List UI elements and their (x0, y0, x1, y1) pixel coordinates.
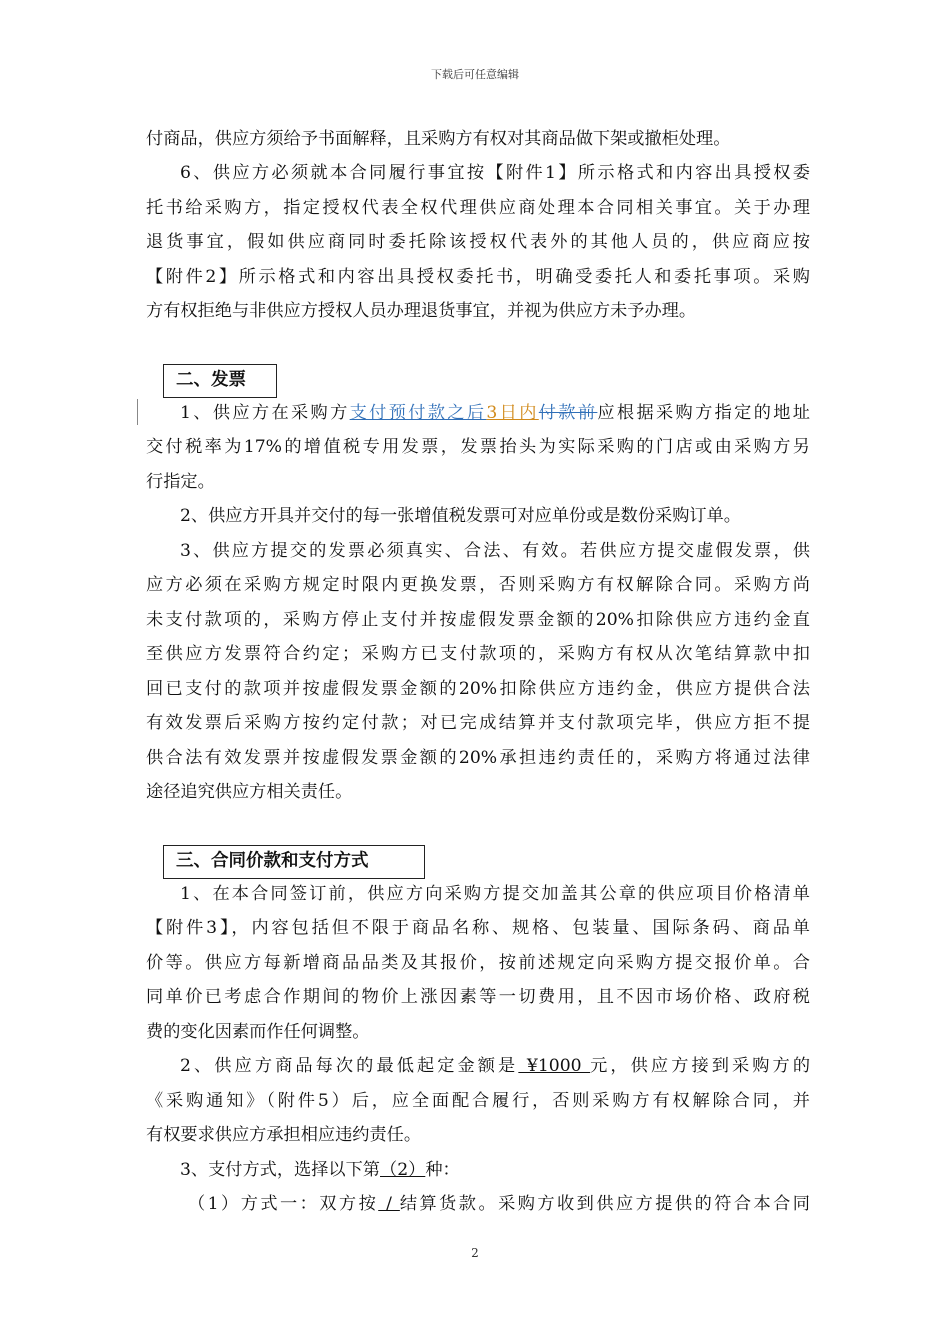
paragraph-line: 【附件2】所示格式和内容出具授权委托书，明确受委托人和委托事项。采购 (146, 267, 810, 287)
inserted-text: 支付预付款之后 (349, 403, 487, 423)
paragraph-line: 2、供应方开具并交付的每一张增值税发票可对应单份或是数份采购订单。 (180, 506, 741, 526)
paragraph-line: 【附件3】，内容包括但不限于商品名称、规格、包装量、国际条码、商品单 (146, 918, 810, 938)
page-number: 2 (471, 1246, 479, 1260)
paragraph-line (180, 402, 810, 424)
filled-amount: ¥1000 (518, 1056, 591, 1076)
deleted-text: 付款前 (538, 403, 598, 423)
paragraph-line: 至供应方发票符合约定；采购方已支付款项的，采购方有权从次笔结算款中扣 (146, 644, 810, 664)
paragraph-line: 《采购通知》（附件5）后，应全面配合履行，否则采购方有权解除合同，并 (146, 1091, 810, 1111)
paragraph-line: 方有权拒绝与非供应方授权人员办理退货事宜，并视为供应方未予办理。 (146, 301, 697, 321)
paragraph-line: 应方必须在采购方规定时限内更换发票，否则采购方有权解除合同。采购方尚 (146, 575, 810, 595)
paragraph-line: 供合法有效发票并按虚假发票金额的20%承担违约责任的，采购方将通过法律 (146, 748, 810, 768)
paragraph-line: 同单价已考虑合作期间的物价上涨因素等一切费用，且不因市场价格、政府税 (146, 987, 810, 1007)
paragraph-line: 回已支付的款项并按虚假发票金额的20%扣除供应方违约金，供应方提供合法 (146, 679, 810, 699)
text-run: 元，供应方接到采购方的 (590, 1056, 811, 1076)
paragraph-line: 有效发票后采购方按约定付款；对已完成结算并支付款项完毕，供应方拒不提 (146, 713, 810, 733)
text-run: 种： (425, 1160, 460, 1180)
paragraph-line: 付商品，供应方须给予书面解释，且采购方有权对其商品做下架或撤柜处理。 (146, 129, 731, 149)
text-run: 应根据采购方指定的地址 (597, 403, 810, 423)
section-heading-invoice: 二、发票 (163, 364, 277, 398)
paragraph-line: 途径追究供应方相关责任。 (146, 782, 353, 802)
filled-choice: （2） (380, 1160, 426, 1180)
paragraph-line (180, 1159, 810, 1181)
paragraph-line: 未支付款项的，采购方停止支付并按虚假发票金额的20%扣除供应方违约金直 (146, 610, 810, 630)
page-header: 下载后可任意编辑 (431, 68, 519, 81)
text-run: （1）方式一：双方按 (188, 1194, 379, 1214)
paragraph-line (180, 1055, 810, 1077)
text-run: 3、支付方式，选择以下第 (180, 1160, 380, 1180)
text-run: 1、供应方在采购方 (180, 403, 350, 423)
text-run: 2、供应方商品每次的最低起定金额是 (180, 1056, 519, 1076)
inserted-text: 3日内 (486, 403, 539, 423)
paragraph-line (188, 1193, 810, 1215)
paragraph-line: 6、供应方必须就本合同履行事宜按【附件1】所示格式和内容出具授权委 (180, 163, 810, 183)
paragraph-line: 费的变化因素而作任何调整。 (146, 1022, 370, 1042)
filled-blank: / (378, 1194, 400, 1214)
paragraph-line: 交付税率为17%的增值税专用发票，发票抬头为实际采购的门店或由采购方另 (146, 437, 810, 457)
paragraph-line: 1、在本合同签订前，供应方向采购方提交加盖其公章的供应项目价格清单 (180, 884, 810, 904)
paragraph-line: 行指定。 (146, 472, 215, 492)
paragraph-line: 价等。供应方每新增商品品类及其报价，按前述规定向采购方提交报价单。合 (146, 953, 810, 973)
paragraph-line: 有权要求供应方承担相应违约责任。 (146, 1125, 422, 1145)
paragraph-line: 托书给采购方，指定授权代表全权代理供应商处理本合同相关事宜。关于办理 (146, 198, 810, 218)
paragraph-line: 3、供应方提交的发票必须真实、合法、有效。若供应方提交虚假发票，供 (180, 541, 810, 561)
paragraph-line: 退货事宜，假如供应商同时委托除该授权代表外的其他人员的，供应商应按 (146, 232, 810, 252)
text-run: 结算货款。采购方收到供应方提供的符合本合同 (399, 1194, 810, 1214)
section-heading-price-payment: 三、合同价款和支付方式 (163, 845, 425, 879)
revision-bar (137, 399, 138, 425)
